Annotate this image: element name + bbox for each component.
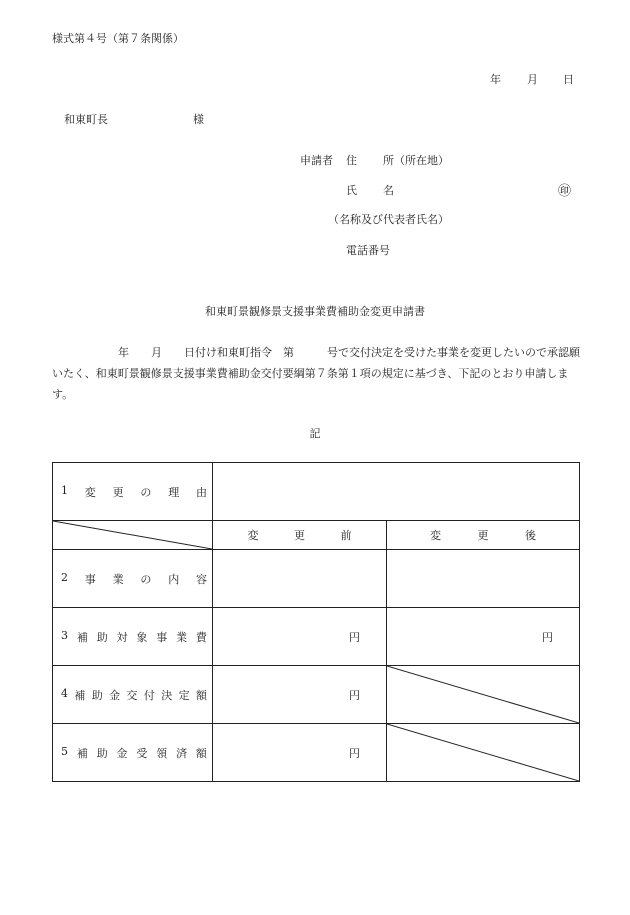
seal-mark: ㊞ xyxy=(558,184,572,199)
addressee-honorific: 様 xyxy=(193,113,204,126)
row-label-cell xyxy=(53,724,213,782)
row-label-char: 4 xyxy=(61,686,68,700)
row-label-char: 助 xyxy=(96,746,108,760)
row-label-char: 容 xyxy=(195,572,207,586)
row-label xyxy=(61,571,207,587)
reason-value-cell[interactable] xyxy=(213,463,580,521)
row-label xyxy=(61,745,207,761)
before-value-cell[interactable] xyxy=(213,666,387,724)
before-header-char: 更 xyxy=(294,529,305,542)
row-label-char: 補 xyxy=(74,688,86,702)
table-row xyxy=(53,724,580,782)
row-label-char: 象 xyxy=(136,630,148,644)
name-label-part2: 名 xyxy=(383,184,394,197)
header-corner-cell xyxy=(53,521,213,550)
table-row xyxy=(53,550,580,608)
after-header-char: 更 xyxy=(477,529,489,542)
reason-row xyxy=(53,463,580,521)
reason-label-cell xyxy=(53,463,213,521)
after-value-cell xyxy=(387,666,580,724)
form-number: 様式第４号（第７条関係） xyxy=(52,32,184,45)
date-day-label: 日 xyxy=(563,73,574,86)
reason-label xyxy=(61,484,207,500)
change-table xyxy=(52,462,580,782)
before-unit: 円 xyxy=(349,746,360,760)
table-row xyxy=(53,666,580,724)
row-label-char: 事 xyxy=(156,630,168,644)
row-label-char: 金 xyxy=(109,688,121,702)
row-label-char: 業 xyxy=(176,630,188,644)
after-header-char: 変 xyxy=(430,529,441,542)
before-value-cell[interactable] xyxy=(213,608,387,666)
row-label-char: 領 xyxy=(156,746,168,760)
before-header-char: 前 xyxy=(340,529,352,542)
row-label-char: 付 xyxy=(143,688,155,702)
after-value-cell xyxy=(387,724,580,782)
data-rows xyxy=(53,550,580,782)
addressee-name: 和東町長 xyxy=(64,113,108,126)
name-label-part1: 氏 xyxy=(346,184,357,197)
before-value-cell[interactable] xyxy=(213,724,387,782)
reason-label-char: 理 xyxy=(168,485,180,499)
before-unit: 円 xyxy=(349,630,360,644)
address-label-part2: 所（所在地） xyxy=(383,154,449,167)
row-label-char: 5 xyxy=(61,744,68,758)
name-note: （名称及び代表者氏名） xyxy=(328,213,449,226)
row-label-char: 業 xyxy=(112,572,124,586)
date-year-label: 年 xyxy=(490,73,501,86)
date-month-label: 月 xyxy=(527,73,538,86)
after-unit: 円 xyxy=(542,630,553,644)
row-label xyxy=(61,687,207,703)
document-title: 和東町景観修景支援事業費補助金変更申請書 xyxy=(205,305,425,318)
row-label-char: 定 xyxy=(178,688,190,702)
row-label-char: 額 xyxy=(195,746,207,760)
row-label-char: の xyxy=(140,572,152,586)
row-label-char: 補 xyxy=(76,746,88,760)
body-text: 年 月 日付け和東町指令 第 号で交付決定を受けた事業を変更したいので承認願いたく、和東町景観修景支援事業費補助金交付要綱第７条第１項の規定に基づき、下記のとおり申請します。 xyxy=(52,346,580,401)
row-label-char: 受 xyxy=(136,746,148,760)
record-mark: 記 xyxy=(309,427,321,440)
row-label-char: 3 xyxy=(61,628,68,642)
after-value-cell[interactable] xyxy=(387,608,580,666)
row-label-char: 助 xyxy=(91,688,103,702)
row-label-char: 内 xyxy=(168,572,180,586)
address-label-part1: 住 xyxy=(346,154,357,167)
before-value-cell[interactable] xyxy=(213,550,387,608)
before-header-char: 変 xyxy=(247,529,259,542)
row-label-char: 補 xyxy=(76,630,88,644)
diagonal-line xyxy=(387,666,579,723)
reason-label-char: 1 xyxy=(61,483,68,497)
after-value-cell[interactable] xyxy=(387,550,580,608)
row-label-char: 金 xyxy=(116,746,128,760)
after-header-cell xyxy=(387,521,580,550)
after-header-char: 後 xyxy=(525,529,536,542)
row-label-char: 交 xyxy=(126,688,138,702)
before-unit: 円 xyxy=(349,688,360,702)
row-label-cell xyxy=(53,608,213,666)
before-header-cell xyxy=(213,521,387,550)
row-label-cell xyxy=(53,666,213,724)
diagonal-line xyxy=(53,521,212,549)
row-label-char: 費 xyxy=(195,630,207,644)
row-label-char: 2 xyxy=(61,570,68,584)
reason-label-char: の xyxy=(140,485,152,499)
after-header xyxy=(430,527,536,543)
row-label-char: 助 xyxy=(96,630,108,644)
reason-label-char: 由 xyxy=(195,485,207,499)
row-label-char: 事 xyxy=(84,572,96,586)
table-row xyxy=(53,608,580,666)
row-label-cell xyxy=(53,550,213,608)
phone-label: 電話番号 xyxy=(346,244,390,257)
reason-label-char: 更 xyxy=(112,485,124,499)
row-label xyxy=(61,629,207,645)
row-label-char: 決 xyxy=(161,688,173,702)
applicant-label: 申請者 xyxy=(300,154,333,167)
row-label-char: 対 xyxy=(116,630,128,644)
row-label-char: 済 xyxy=(176,746,188,760)
before-header xyxy=(248,527,352,543)
row-label-char: 額 xyxy=(196,688,207,702)
reason-label-char: 変 xyxy=(84,485,96,499)
header-row xyxy=(53,521,580,550)
diagonal-line xyxy=(387,724,579,781)
body-paragraph xyxy=(52,342,582,405)
